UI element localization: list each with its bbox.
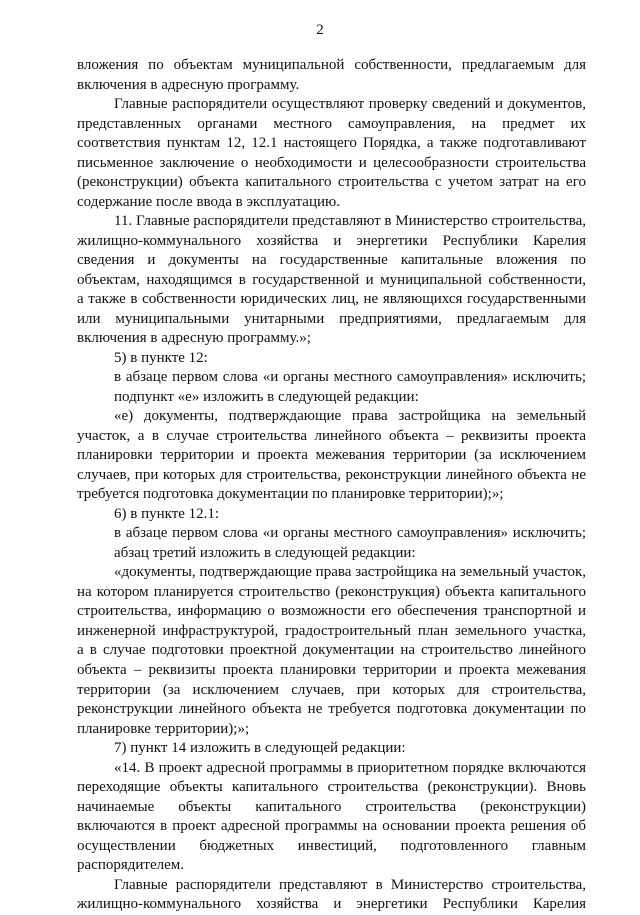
text-line: (реконструкции) объекта капитального строительства с учетом затрат на его (77, 174, 586, 191)
text-line: 5) в пункте 12: (114, 349, 208, 366)
text-line: соответствия пунктам 12, 12.1 настоящего Порядка, а также подготавливают (77, 135, 586, 152)
text-line: случаев, при которых для строительства, реконструкции линейного объекта не (77, 466, 586, 483)
text-line: 11. Главные распорядители представляют в Министерство строительства, (114, 213, 586, 230)
text-line: планировке территории);»; (77, 720, 250, 737)
text-line: планировки территории и проекта межевания территории (за исключением (77, 447, 586, 464)
text-line: письменное заключение о необходимости и целесообразности строительства (77, 154, 586, 171)
text-line: «е) документы, подтверждающие права застройщика на земельный (114, 408, 586, 425)
text-line: «14. В проект адресной программы в приоритетном порядке включаются (114, 759, 586, 776)
text-line: представленных органами местного самоуправления, на предмет их (77, 115, 586, 132)
text-line: требуется подготовка документации по планировке территории);»; (77, 486, 504, 503)
text-line: или муниципальными унитарными предприятиями, предлагаемым для (77, 310, 586, 327)
text-line: содержание после ввода в эксплуатацию. (77, 193, 340, 210)
text-line: «документы, подтверждающие права застройщика на земельный участок, (114, 564, 586, 581)
text-line: переходящие объекты капитального строительства (реконструкции). Вновь (77, 779, 586, 796)
document-body (77, 56, 586, 915)
text-line: реконструкции линейного объекта не требуется подготовка документации по (77, 701, 586, 718)
text-line: а также в собственности юридических лиц, не являющихся государственными (77, 291, 586, 308)
text-line: 6) в пункте 12.1: (114, 505, 220, 522)
text-line: в абзаце первом слова «и органы местного самоуправления» исключить; (114, 525, 586, 542)
text-line: объектам, находящимся в государственной и муниципальной собственности, (77, 271, 586, 288)
text-line: инженерной инфраструктурой, градостроительный план земельного участка, (77, 622, 586, 639)
text-line: жилищно-коммунального хозяйства и энергетики Республики Карелия (77, 232, 586, 249)
text-line: объекта – реквизиты проекта планировки территории и проекта межевания (77, 661, 586, 678)
text-line: в абзаце первом слова «и органы местного самоуправления» исключить; (114, 369, 586, 386)
text-line: включаются в проект адресной программы на основании проекта решения об (77, 818, 586, 835)
text-line: а в случае подготовки проектной документации на строительство линейного (77, 642, 586, 659)
text-line: участок, а в случае строительства линейного объекта – реквизиты проекта (77, 427, 586, 444)
text-line: включения в адресную программу.»; (77, 330, 311, 347)
text-line: распорядителем. (77, 857, 184, 874)
text-line: 7) пункт 14 изложить в следующей редакции: (114, 740, 406, 757)
text-line: абзац третий изложить в следующей редакции: (114, 544, 416, 561)
page-number: 2 (316, 22, 324, 38)
text-line: строительства, информацию о возможности его обеспечения транспортной и (77, 603, 586, 620)
text-line: осуществлении бюджетных инвестиций, подготовленного главным (77, 837, 586, 854)
text-line: территории (за исключением случаев, при которых для строительства, (77, 681, 586, 698)
text-line: жилищно-коммунального хозяйства и энергетики Республики Карелия (77, 896, 586, 913)
text-line: подпункт «е» изложить в следующей редакции: (114, 388, 419, 405)
text-line: начинаемые объекты капитального строительства (реконструкции) (77, 798, 586, 815)
text-line: Главные распорядители осуществляют проверку сведений и документов, (114, 96, 586, 113)
text-line: вложения по объектам муниципальной собственности, предлагаемым для (77, 57, 586, 73)
text-line: на котором планируется строительство (реконструкция) объекта капитального (77, 583, 586, 600)
text-line: сведения и документы на государственные капитальные вложения по (77, 252, 586, 269)
text-line: Главные распорядители представляют в Министерство строительства, (114, 876, 586, 893)
text-line: включения в адресную программу. (77, 76, 300, 93)
